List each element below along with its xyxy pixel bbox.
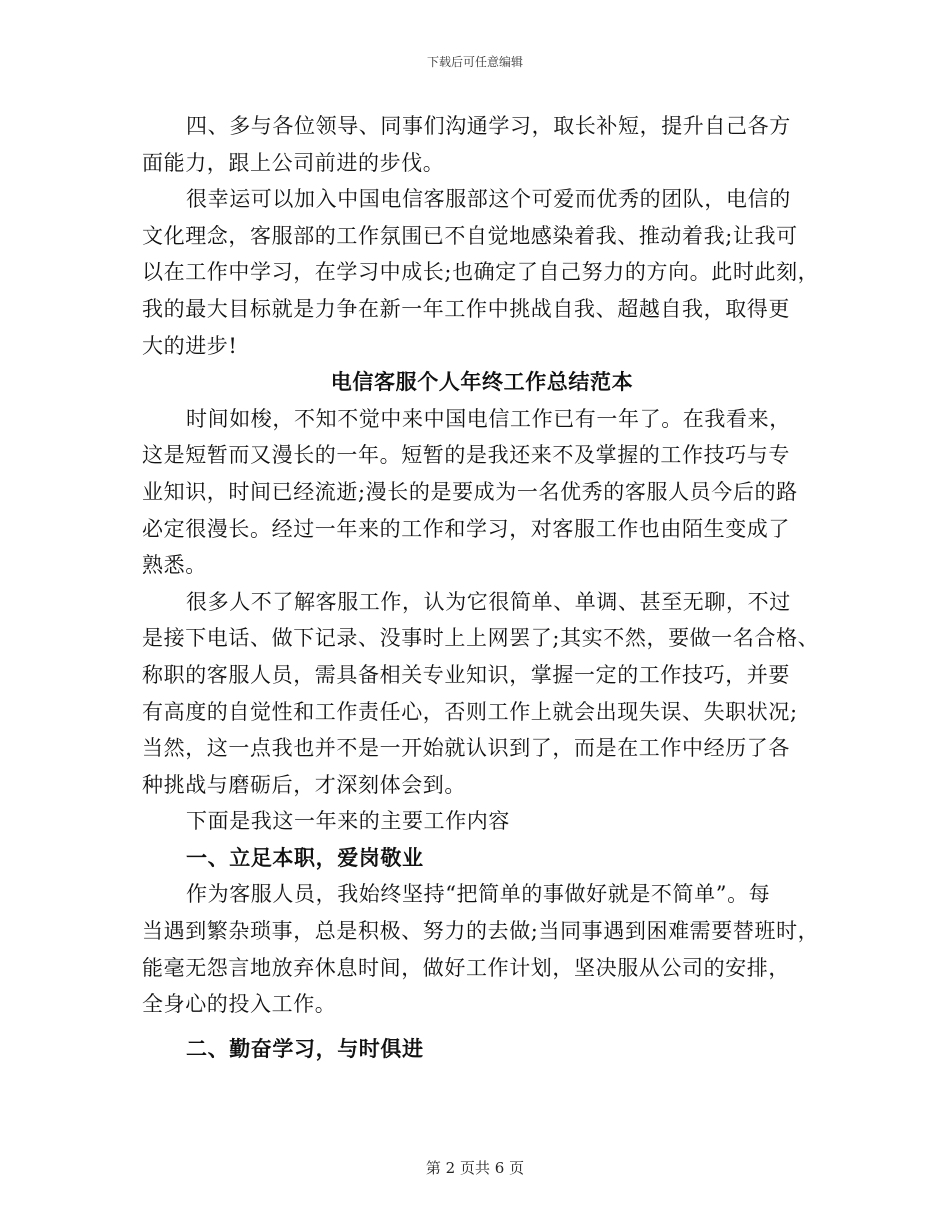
paragraph-line: 业知识，时间已经流逝;漫长的是要成为一名优秀的客服人员今后的路 <box>142 479 798 504</box>
paragraph-line: 能毫无怨言地放弃休息时间，做好工作计划，坚决服从公司的安排， <box>142 955 790 980</box>
paragraph-line: 有高度的自觉性和工作责任心，否则工作上就会出现失误、失职状况; <box>142 699 798 724</box>
paragraph-line: 我的最大目标就是力争在新一年工作中挑战自我、超越自我，取得更 <box>142 296 790 321</box>
section-title: 电信客服个人年终工作总结范本 <box>330 369 634 395</box>
paragraph-line: 面能力，跟上公司前进的步伐。 <box>142 150 445 175</box>
page-header: 下载后可任意编辑 <box>426 55 523 69</box>
paragraph-line: 种挑战与磨砺后，才深刻体会到。 <box>142 772 466 797</box>
paragraph-line: 文化理念，客服部的工作氛围已不自觉地感染着我、推动着我;让我可 <box>142 223 798 248</box>
paragraph-line: 时间如梭，不知不觉中来中国电信工作已有一年了。在我看来， <box>186 406 791 431</box>
paragraph-line: 当然，这一点我也并不是一开始就认识到了，而是在工作中经历了各 <box>142 736 790 761</box>
section-heading: 二、勤奋学习，与时俱进 <box>186 1035 424 1061</box>
paragraph-line: 很幸运可以加入中国电信客服部这个可爱而优秀的团队，电信的 <box>186 187 791 212</box>
paragraph-line: 熟悉。 <box>142 553 207 578</box>
paragraph-line: 必定很漫长。经过一年来的工作和学习，对客服工作也由陌生变成了 <box>142 516 790 541</box>
paragraph-line: 四、多与各位领导、同事们沟通学习，取长补短，提升自己各方 <box>186 114 791 138</box>
paragraph-line: 这是短暂而又漫长的一年。短暂的是我还来不及掌握的工作技巧与专 <box>142 443 790 468</box>
paragraph-line: 全身心的投入工作。 <box>142 992 337 1017</box>
paragraph-line: 称职的客服人员，需具备相关专业知识，掌握一定的工作技巧，并要 <box>142 662 790 687</box>
paragraph-line: 以在工作中学习，在学习中成长;也确定了自己努力的方向。此时此刻， <box>142 260 820 285</box>
paragraph-line: 是接下电话、做下记录、没事时上上网罢了;其实不然，要做一名合格、 <box>142 626 820 651</box>
paragraph-line: 很多人不了解客服工作，认为它很简单、单调、甚至无聊，不过 <box>186 589 791 614</box>
paragraph-line: 下面是我这一年来的主要工作内容 <box>186 809 510 834</box>
section-heading: 一、立足本职，爱岗敬业 <box>186 844 424 870</box>
paragraph-line: 大的进步! <box>142 333 238 358</box>
page-footer: 第 2 页共 6 页 <box>425 1159 525 1177</box>
paragraph-line: 当遇到繁杂琐事，总是积极、努力的去做;当同事遇到困难需要替班时， <box>142 919 820 944</box>
document-body <box>142 108 822 1067</box>
paragraph-line: 作为客服人员，我始终坚持“把简单的事做好就是不简单”。每 <box>186 882 771 907</box>
